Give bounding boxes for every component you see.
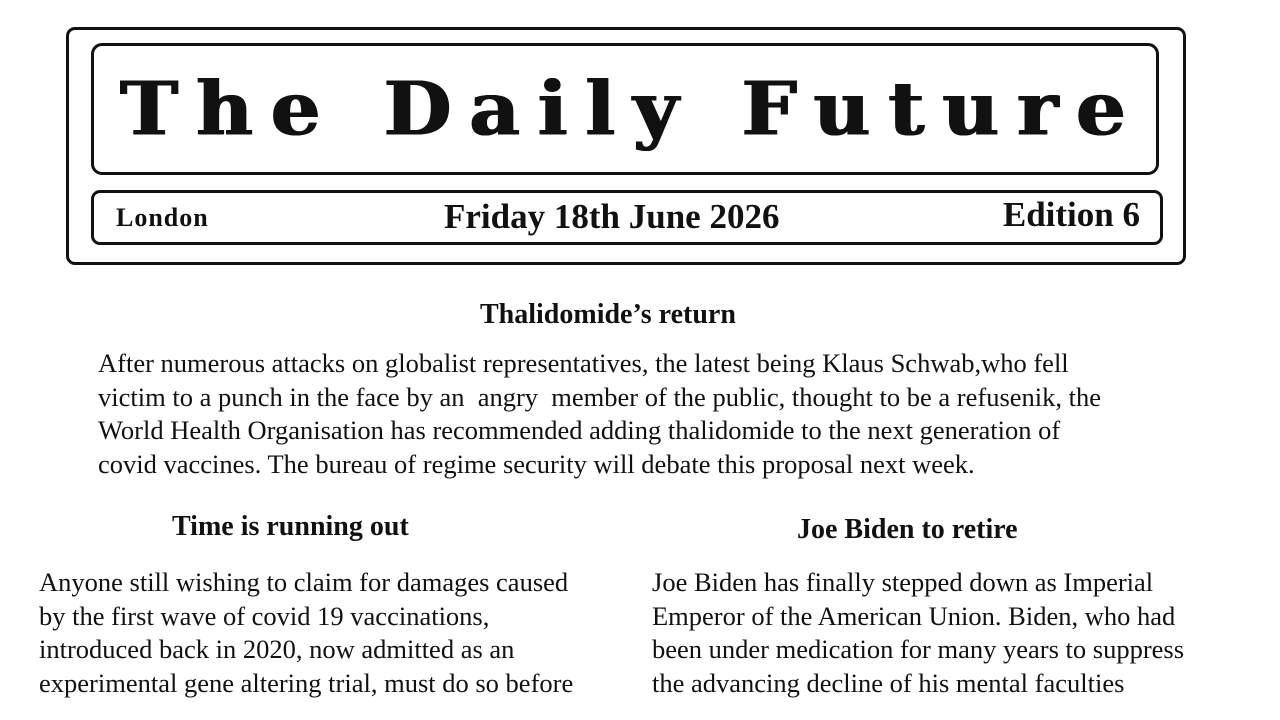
lead-article-line: covid vaccines. The bureau of regime security will debate this proposal next week. (98, 448, 975, 479)
newspaper-title: The Daily Future (120, 65, 1144, 153)
lead-article-headline: Thalidomide’s return (480, 299, 736, 330)
left-article-line: experimental gene altering trial, must do so before (39, 667, 574, 698)
right-article-line: been under medication for many years to suppress (652, 634, 1185, 664)
right-article-line: Joe Biden has finally stepped down as Imperial (652, 567, 1154, 597)
lead-article-line: victim to a punch in the face by an angry member of the public, thought to be a refusenik, the (98, 381, 1102, 412)
left-article-body (39, 566, 573, 700)
left-article-line: Anyone still wishing to claim for damages caused (39, 567, 569, 597)
city-label: London (116, 203, 209, 232)
left-article-line: by the first wave of covid 19 vaccinations, (39, 600, 490, 631)
edition-number: Edition 6 (1002, 195, 1140, 234)
issue-date: Friday 18th June 2026 (444, 197, 780, 236)
right-article-body (652, 566, 1184, 700)
masthead-title-box (91, 43, 1159, 175)
masthead-info-bar (91, 190, 1163, 245)
lead-article-line: After numerous attacks on globalist representatives, the latest being Klaus Schwab,who fell (98, 348, 1069, 378)
left-article-line: introduced back in 2020, now admitted as an (39, 634, 515, 664)
right-article-line: the advancing decline of his mental faculties (652, 667, 1125, 698)
right-article-headline: Joe Biden to retire (797, 514, 1018, 545)
right-article-line: Emperor of the American Union. Biden, who had (652, 600, 1176, 631)
lead-article-line: World Health Organisation has recommended adding thalidomide to the next generation of (98, 415, 1061, 445)
lead-article-body (98, 347, 1101, 481)
left-article-headline: Time is running out (172, 511, 409, 542)
